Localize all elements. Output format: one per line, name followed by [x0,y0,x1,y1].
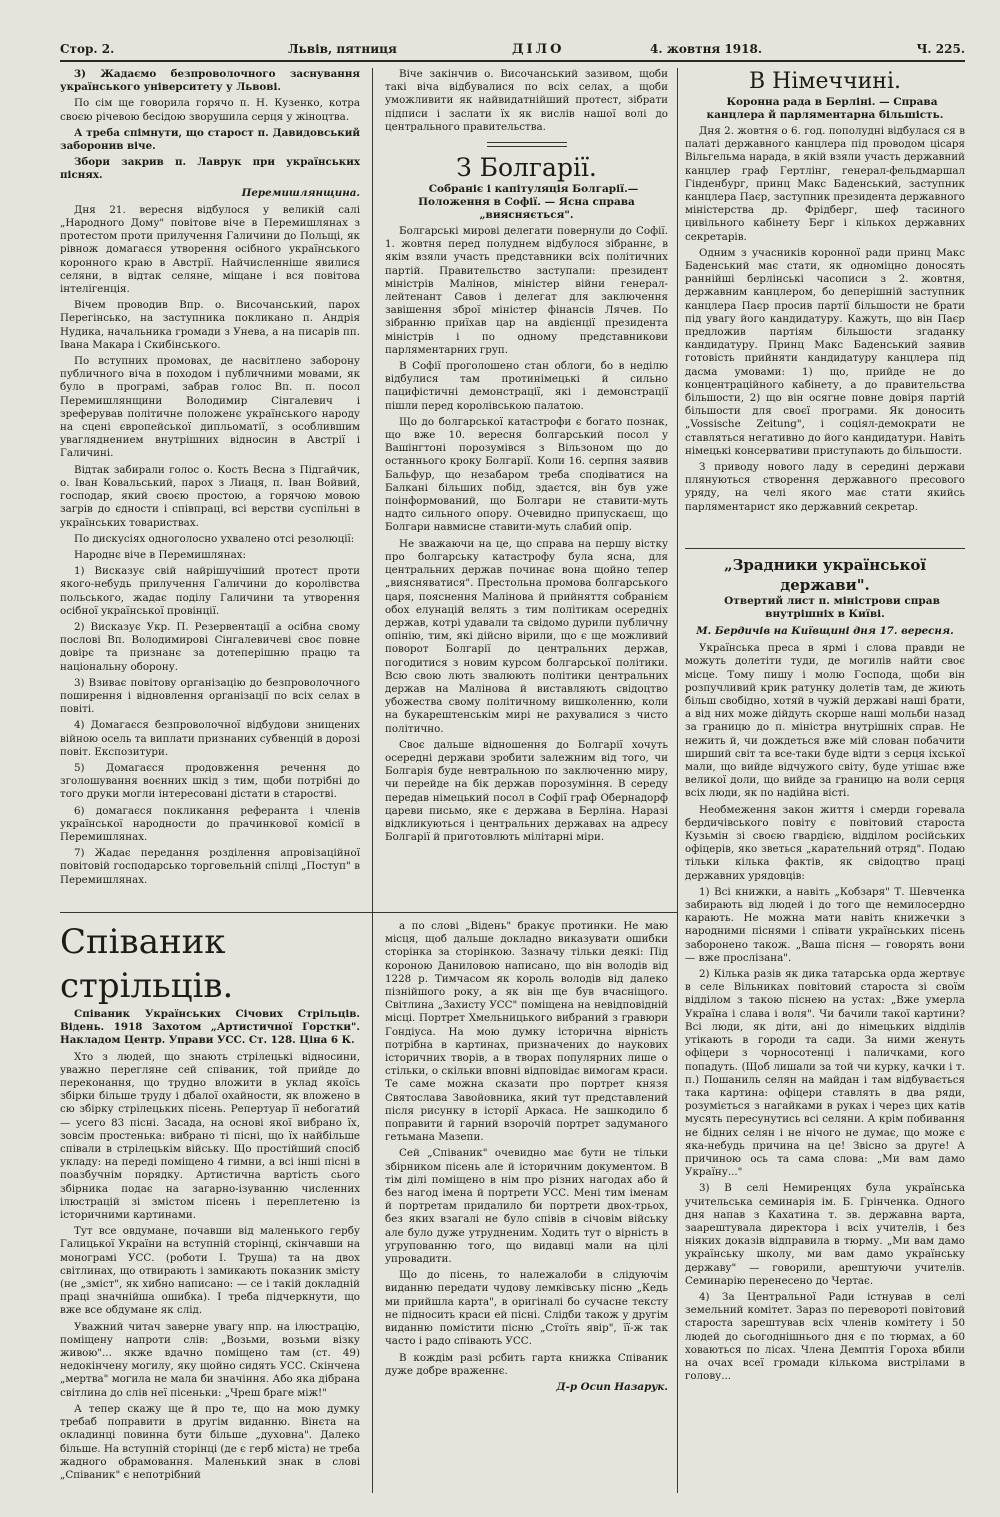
article-lead: Собраніє і капітуляція Болгарії.— Положення в Софії. — Ясна справа „виясняється". [418,183,639,222]
paragraph: Своє дальше відношення до Болгарії хочуть осередні держави зробити залежним від того, чи Болгарія буде невтральною по заключенню миру, чи перейде на бік держав порозуміння. В середу передав німецький посол в Софії граф Обернадорф цареви письмо, яке є держава в Берліна. Наразі відкликуються і центральних державах на адресу Болгарії й приготовлють мілітарні міри. [385,738,668,844]
article-body [385,225,668,844]
article-lead: Отвертий лист п. міністрови справ внутрішніх в Київі. [724,595,940,620]
paragraph-group [60,68,360,183]
paragraph: 7) Жадає передання розділення апровізаційної повітовій господарсько торговельній спілці „Поступ" в Перемишлянах. [60,847,360,886]
paragraph: А треба спімнути, що старост п. Давидовський заборонив віче. [60,126,360,153]
issue-number: Ч. 225. [916,42,965,56]
paragraph: Відтак забирали голос о. Кость Весна з Підгайчик, о. Іван Ковальський, парох з Лиаця, п. Іван Войвий, господар, який своєю простою, а горячою мовою загрів до єдности і співпраці, всі верстви суспільні в українських товариствах. [60,463,360,529]
article-title: В Німеччині. [749,69,901,94]
column-rule [372,68,373,1493]
paragraph: Українська преса в ярмі і слова правди не можуть долетіти туди, де могилів найти своє місце. Тому пишу і молю Господа, щоби він розпучливий крик ратунку долетів там, де жиють більш свобідно, хотяй в чужій державі наші брати, а від них може дійдуть скорше наші мольби назад за границю до п. міністра внутрішніх справ. Не нежить й, чи дождеться вже мій слован побачити ширший світ та все-таки буде відти з серця іхської мали, що вийде відчужого світу, буде утішає вже великої доли, що вийде за границю на воли серця всіх люди, як по надійна вісті. [685,642,965,800]
paragraph: По вступних промовах, де насвітлено заборону публичного віча в походом і публичними мовами, як було в програмі, забрав голос Вп. п. посол Перемишлянщини Володимир Сінгалевич і зреферував політичне положенє українського народу на сцені європейської дипльоматії, з особлившим увагляднением внутрішних відносин в Австрії і Галичині. [60,355,360,460]
paragraph: Віче закінчив о. Височанський зазивом, щоби такі віча відбувалися по всіх селах, а щоби уможливити як найвидатнійший протест, зібрати підписи і заслати їх як вислів нашої волі до центрального правительства. [385,68,668,133]
paragraph: Необмеження закон життя і смерди горевала бердичівського повіту є повітовий староста Кузьмін зі своєю гвардією, відділом російських офіцерів, яко зветься „карательний отряд". Подаю тільки кілька фактів, як свідоцтво праці державних урядовців: [685,803,965,882]
article-title: З Болгарії. [456,153,597,183]
dateline: М. Бердичів на Київщині дня 17. вересня. [696,625,954,637]
ornament-divider [487,142,567,147]
paragraph: 2) Кілька разів як дика татарська орда жертвує в селе Вільниках повітовий староста зі своїм відділом з такою піснею на устах: „Вже умерла Україна і слава і воля". Чи бачили такої картини? Всі люди, як діти, ані до німецьких відділів утікають в городи та сади. За ними женуть офіцери з чорносотенці і паличками, кого попадуть. (Щоб лишали за той чи курку, качки і т. п.) Пошаниль селян на майдан і там відбувається така картина: офіцери ставлять в два ряди, розуміється з нагайками в руках і через цих катів мусять пересунутись всі селяни. А крім побивання не бідних селян і не нічого не думає, що може є яка-небудь причина на це! Звісно за друге! А причиною ось та сама слова: „Ми вам дамо Україну..." [685,968,965,1179]
article-body [60,204,360,887]
article-title: „Зрадники української держави". [723,556,927,594]
paragraph: А тепер скажу ще й про те, що на мою думку требаб поправити в другім виданню. Вінєта на окладинці повинна бути більше „духовна". Далеко більше. На вступній сторінці (де є герб міста) не треба жадного обрамовання. Маленький знак в слові „Співаник" є непотрібний [60,1402,360,1481]
paragraph: Збори закрив п. Лаврук при українських піснях. [60,156,360,182]
paragraph: В Софії проголошено стан облоги, бо в неділю відбулися там протинімецькі й сильно пацифістичні демонстрації, які і демонстрації пішли перед королівською палатою. [385,360,668,412]
paragraph: 4) Домагаєся безпроволочної відбудови знищених війною осель та виплати признаних субвенцій в дорозі повіт. Експозитури. [60,719,360,758]
column-right-bottom [685,555,965,1490]
issue-date: 4. жовтня 1918. [650,42,763,56]
article-body [685,125,965,514]
paragraph: Болгарські мирові делегати повернули до Софії. 1. жовтня перед полуднем відбулося зібраннє, в якім взяли участь представники всіх політичних партій. Правительство заступали: президент міністрів Малінов, міністер війни генерал-лейтенант Савов і делегат для заключення завішення зброї міністер фінансів Лячев. По зібранню приїхав цар на авдієнції президента міністрів і по одному представникови парляментарних груп. [385,225,668,356]
article-body [685,642,965,1383]
paragraph: Сей „Співаник" очевидно має бути не тільки збірником пісень але й історичним документом. В тім ділі поміщено в нім про різних нагодах або й без нагод імена й портрети УСС. Мені тим іменам й портретам придалило би портрети двох-трьох, без яких взагалі не було співів в січовім війську але було дуже утрудненим. Ходить тут о вірність в угрупованню того, що видавці мали на цілі упровадити. [385,1147,668,1266]
paragraph: Не зважаючи на це, що справа на першу вістку про болгарську катастрофу була ясна, для центральних держав починає вона щойно тепер „виясняватися". Престольна промова болгарського царя, пояснення Малінова й прийняття собранієм обох елунацій велять з тим політикам осередніх держав, котрі удавали та свідомо дурили публичну опінію, тим, які дійсно вірили, що є ще можливий поворот Болгарії до центральних держав, погодитися з новим курсом болгарської політики. Всю свою лють звалюють політики центральних держав на Малінова й виставляють свідоцтво убожества свому політичному вишколенню, коли на букарештенськім мирі не рахувалися з чисто політично. [385,537,668,735]
paragraph: Вічем проводив Впр. о. Височанський, парох Перегінсько, на заступника покликано п. Андрія Нудика, начальника громади з Унева, а на писарів пп. Івана Макара і Скибінського. [60,299,360,351]
article-lead: Співаник Українських Січових Стрільців. Відень. 1918 Захотом „Артистичної Горстки". Накладом Центр. Управи УСС. Ст. 128. Ціна 6 К. [60,1008,360,1047]
masthead [60,40,965,62]
article-title: Співаник стрільців. [60,922,234,1006]
paragraph: 3) В селі Немиренцях була українська учительська семинарія ім. Б. Грінченка. Одного дня напав з Кахатина т. зв. державна варта, заарештувала директора і всіх учителів, і без ніяких доказів відправила в тюрму. „Ми вам дамо українську школу, ми вам дамо українську державу" — говорили, арештуючи учителів. Семинарію перенесено до Чертає. [685,1182,965,1287]
section-subhead: Перемишлянщина. [241,186,360,199]
article-body [385,920,668,1378]
paragraph: В кождім разі рсбить гарта книжка Співаник дуже добре враженнє. [385,1351,668,1377]
page-number: Стор. 2. [60,42,115,56]
article-body [60,1051,360,1483]
place-day: Львів, пятниця [288,42,397,56]
paragraph: Уважний читач заверне увагу нпр. на ілюстрацію, поміщену напроти слів: „Возьми, возьми візку живою"... якже вдачно поміщено там (ст. 49) недокінчену могилу, яку щойно сидять УСС. Скінчена „мертва" могила не мала би значіння. Або яка дібрана світлина до слів неї пісеньки: „Чреш браге між!" [60,1320,360,1399]
paragraph: Народнє віче в Перемишлянах: [74,548,247,561]
paragraph: Що до болгарської катастрофи є богато познак, що вже 10. вересня болгарський посол у Вашінгтоні порозумівся з Вільзоном що до останнього кроку Болгарії. Коли 16. серпня заявив Бальфур, що незабаром треба сподіватися на Балкані більших побід, здаєтся, він був уже поінформований, що Болгари не ставити-муть надто сильного опору. Очевидно припускаєш, що Болгари навмисне ставити-муть слабий опір. [385,415,668,534]
paragraph: 1) Всі книжки, а навіть „Кобзаря" Т. Шевченка забирають від людей і до того ще немилосердно карають. Не можна мати навіть книжечки з народними піснями і співати українських пісень заборонено також. „Ваша пісня — говорять вони — вже прослізана". [685,885,965,964]
paragraph: а по слові „Відень" бракує протинки. Не маю місця, щоб дальше докладно виказувати ошибки сторінка за сторінкою. Зазначу тільки деякі: Під короною Даниловою написано, що він володів від 1228 р. Тимчасом як король володів від далеко пізнійшого року, а як він ще був вчасніщого. Світлина „Захисту УСС" поміщена на невідповідній місці. Портрет Хмельницького вибраний з гравюри Гондіуса. На мою думку історична вірність потрібна в картинах, призначених до наукових історичних творів, а в творах популярних лише о стільки, о скільки вповні відповідає вимогам краси. Те саме можна сказати про портрет князя Святослава Завойовника, який тут представлений після рисунку в історії Аркаса. Не зашкодило б поправити й гарний взорочій портрет задуманого гетьмана Мазепи. [385,920,668,1144]
paragraph: 1) Висказує свій найрішучіший протест проти якого-небудь прилучення Галичини до королівства польського, жадає поділу Галичини та утворення осібної української провінції. [60,565,360,617]
section-rule [60,912,677,913]
paragraph: Хто з людей, що знають стрілецькі відносини, уважно перегляне сей співаник, той прийде до переконання, що трудно вложити в уклад якоїсь збірки більше труду і дбалої охайности, як вложено в сю збірку стрілецьких пісень. Репертуар її небогатий — усего 83 пісні. Засада, на основі якої вибрано їх, зовсім простенька: вибрано ті пісні, що їх найбільше співали в стрілецькім війську. Що простійший спосіб укладу: на переді поміщено 4 гимни, а всі інші пісні в поазбучнім порядку. Артистична вартість сього збірника подає на загарно-ізуванню численних ілюстрацій зі змістом пісень і переплетеню із історичними картинами. [60,1050,360,1222]
paragraph: По дискусіях одноголосно ухвалено отсі резолюції: [74,532,355,545]
paragraph: 3) Взиває повітову організацію до безпроволочного поширення і відновлення організації по всіх селах в повіті. [60,676,360,716]
paragraph: 6) домагаєся покликання реферанта і членів української народности до прачинкової комісії в Перемишлянах. [60,804,360,843]
paragraph: Дня 2. жовтня о 6. год. пополудні відбулася ся в палаті державного канцлера під проводом цісаря Вільгельма нарада, в якій взяли участь державний канцлер граф Гертлінг, генерал-фельдмаршал Гінденбург, принц Макс Баденський, заступник канцлера Паєр, заступник президента державного міністерства др. Фрідберг, шеф тасиного цивільного кабінету Берг і кількох державних секретарів. [685,125,965,243]
paragraph: 2) Висказує Укр. П. Резервентації а осібна свому послові Вп. Володимирові Сінгалевичеві своє повне довірє та признанє за дотеперішню працю та національну оборону. [60,620,360,673]
paragraph: Дня 21. вересня відбулося у великій салі „Народного Дому" повітове віче в Перемишлянах з протестом проти прилучення Галичини до Польщі, як рівнож домагаєся утворення осібного українського коронного краю в Австрії. Найчисленніше явилися селяни, в відтак селяне, міщане і вся повітова інтелігенція. [60,203,360,296]
paragraph: 3) Жадаємо безпроволочного заснування українського університету у Львові. [60,68,360,94]
column-middle-bottom [385,920,668,1492]
column-middle-top [385,68,668,908]
column-left-top [60,68,360,908]
section-rule [685,548,965,549]
paragraph: 5) Домагаєся продовження речення до зголошування воєнних шкід з тим, щоби потрібні до того друки могли інтересовані дістати в старостві. [60,761,360,801]
paragraph: Що до пісень, то належалоби в слідуючім виданню передати чудову лемківську пісню „Кедь ми прийшла карта", в оригіналі бо сучасне тексту не підносить краси ей пісні. Слідби також у другім виданню помістити пісню „Стоїть явір", її-ж так часто і радо співають УСС. [385,1269,668,1348]
newspaper-title: ДІЛО [512,42,565,57]
paragraph: Тут все овдумане, почавши від маленького гербу Галицької України на вступній сторінці, скінчавши на монограмі УСС. (роботи І. Труша) та на двох світлинах, що отвирають і замикають показник змісту (не „зміст", як хибно написано: — се і такій докладній праці значнійша ошибка). І треба підчеркнути, що вже все обдумане як слід. [60,1225,360,1317]
article-lead: Коронна рада в Берліні. — Справа канцлера й парляментарна більшість. [706,96,944,121]
column-right-top [685,68,965,543]
paragraph: З приводу нового ладу в середині держави плянуються створення державного пресового уряду, на челі якого має стати якийсь парляментарист яко державний секретар. [685,461,965,513]
paragraph: 4) За Центральної Ради істнував в селі земельний комітет. Зараз по перевороті повітовий староста зарештував всіх членів комітету і 50 людей до сьогоднішнього дня є по тюрмах, а 60 ховаються по лісах. Члена Демптія Гороха вбили на очах всеї громади кількома вистрілами в голову... [685,1290,965,1383]
paragraph: По сім ще говорила горячо п. Н. Кузенко, котра своєю річевою бесідою зворушила серця у жіноцтва. [60,97,360,123]
signature: Д-р Осип Назарук. [556,1380,668,1393]
column-left-bottom [60,920,360,1492]
paragraph: Одним з учасників коронної ради принц Макс Баденський має стати, як одноміцно доносять раннійші берлінські часописи з 2. жовтня, державним канцлером, бо деперішній заступник канцлера Паєр просив партії більшости не брати під увагу його кандидатуру. Кажуть, що він Паєр предложив партіям більшости згаданку кандидатуру. Принц Макс Баденський заявив готовість прийняти кандидатуру канцлера під дасма умовами: 1) що, прийде не до концентраційного кабінету, а до правительства більшости, 2) що він осягне повне довіря партій більшости для своєї програми. Як доносить „Vossische Zeitung", і соціял-демократи не ставляться негативно до його кандидатури. Навіть німецькі консервативи приступають до більшости. [685,246,965,457]
column-rule [677,68,678,1493]
